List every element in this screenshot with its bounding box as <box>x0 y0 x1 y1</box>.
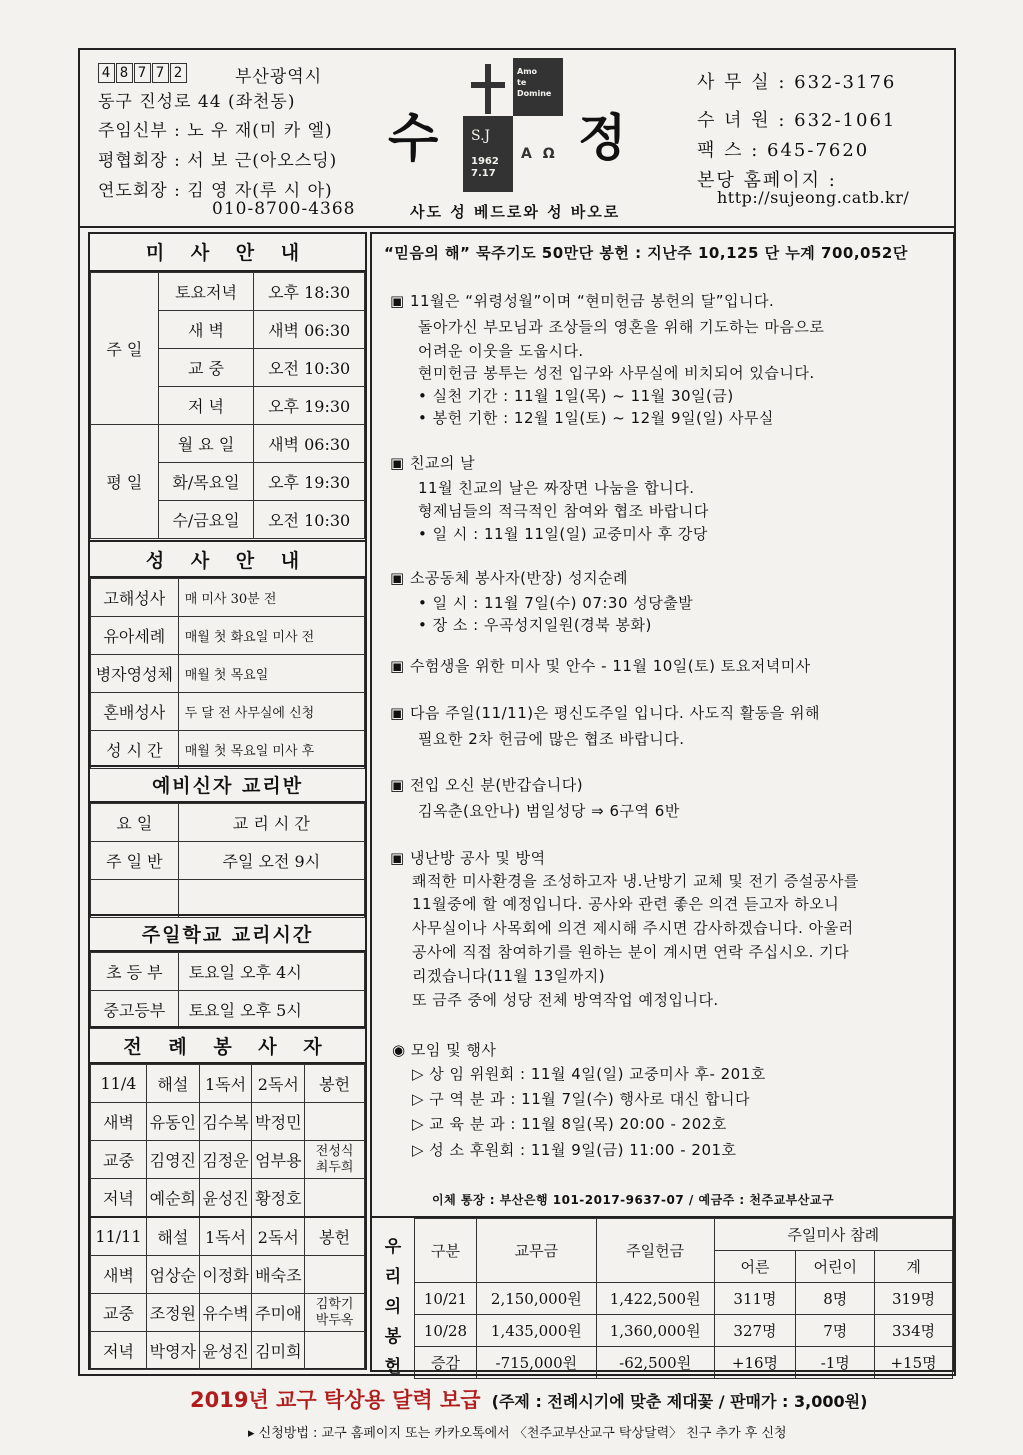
school-grade: 중고등부 <box>91 991 179 1029</box>
table-row <box>91 579 365 617</box>
notice-line: 현미헌금 봉투는 성전 입구와 사무실에 비치되어 있습니다. <box>418 364 815 382</box>
column-header: 주일헌금 <box>596 1219 714 1283</box>
table-row <box>91 991 365 1029</box>
postal-digit: 4 <box>98 63 115 83</box>
offering-table <box>414 1218 953 1379</box>
table-cell: 2,150,000원 <box>476 1283 596 1315</box>
table-cell: 327명 <box>714 1315 796 1347</box>
notice-title: ▣ 다음 주일(11/11)은 평신도주일 입니다. 사도직 활동을 위해 <box>390 704 821 722</box>
logo-right-char: 정 <box>578 108 627 167</box>
sacrament-title: 성 사 안 내 <box>90 540 365 578</box>
mass-name: 화/목요일 <box>158 463 254 501</box>
table-cell: 10/28 <box>415 1315 477 1347</box>
table-cell: +16명 <box>714 1347 796 1379</box>
table-cell: 김정운 <box>199 1141 252 1179</box>
sacrament-desc: 매월 첫 목요일 <box>178 655 364 693</box>
table-row <box>91 1294 365 1332</box>
school-time: 토요일 오후 4시 <box>178 953 364 991</box>
notice-title: ▣ 소공동체 봉사자(반장) 성지순례 <box>390 569 629 587</box>
notice-line: 리겠습니다(11월 13일까지) <box>412 967 606 985</box>
notice-line: ▷ 성 소 후원회 : 11월 9일(금) 11:00 - 201호 <box>412 1141 737 1159</box>
table-row <box>91 1332 365 1370</box>
sacrament-name: 유아세례 <box>91 617 179 655</box>
table-row <box>91 1141 365 1179</box>
notice-line: 11월 친교의 날은 짜장면 나눔을 합니다. <box>418 479 695 497</box>
parish-logo <box>388 58 648 198</box>
table-cell: 엄상순 <box>146 1256 199 1294</box>
mass-time: 오후 18:30 <box>254 273 365 311</box>
table-cell: 8명 <box>796 1283 875 1315</box>
rosary-campaign: “믿음의 해” 묵주기도 50만단 봉헌 : 지난주 10,125 단 누계 700,052단 <box>384 244 908 262</box>
table-row <box>415 1315 953 1347</box>
legion-president: 연도회장 : 김 영 자(루 시 아) <box>98 181 333 201</box>
column-header: 어린이 <box>796 1251 875 1283</box>
column-header: 어른 <box>714 1251 796 1283</box>
table-cell: -1명 <box>796 1347 875 1379</box>
mass-time: 오후 19:30 <box>254 463 365 501</box>
table-row <box>91 1256 365 1294</box>
table-cell: 주미애 <box>252 1294 305 1332</box>
homepage-label: 본당 홈페이지 : <box>697 170 837 191</box>
table-row <box>91 842 365 880</box>
offering-side-label: 우리의 봉헌 <box>384 1237 402 1377</box>
header <box>78 48 956 228</box>
postal-digit: 7 <box>134 63 151 83</box>
notice-title: ▣ 냉난방 공사 및 방역 <box>390 849 546 867</box>
column-header: 2독서 <box>252 1217 305 1256</box>
table-row <box>91 617 365 655</box>
table-cell: 저녁 <box>91 1179 147 1218</box>
mass-time: 새벽 06:30 <box>254 425 365 463</box>
table-row <box>415 1347 953 1379</box>
postal-digit: 8 <box>116 63 133 83</box>
table-cell: 윤성진 <box>199 1179 252 1218</box>
school-time: 토요일 오후 5시 <box>178 991 364 1029</box>
table-cell: 7명 <box>796 1315 875 1347</box>
table-cell: -62,500원 <box>596 1347 714 1379</box>
notice-title: ▣ 친교의 날 <box>390 454 476 472</box>
right-column <box>370 232 955 1377</box>
ministers-title: 전 례 봉 사 자 <box>90 1026 365 1064</box>
catechumen-table <box>90 803 365 918</box>
table-cell: 교중 <box>91 1294 147 1332</box>
postal-digit: 7 <box>152 63 169 83</box>
table-cell: 334명 <box>875 1315 953 1347</box>
column-header: 교 리 시 간 <box>178 804 364 842</box>
mass-name: 저 녁 <box>158 387 254 425</box>
pastor: 주임신부 : 노 우 재(미 카 엘) <box>98 121 333 141</box>
column-header: 주일미사 참례 <box>714 1219 952 1251</box>
office-phone: 사 무 실 : 632-3176 <box>697 72 897 93</box>
mass-name: 토요저녁 <box>158 273 254 311</box>
calendar-detail: (주제 : 전례시기에 맞춘 제대꽃 / 판매가 : 3,000원) <box>491 1392 868 1411</box>
notice-line: 필요한 2차 헌금에 많은 협조 바랍니다. <box>418 730 685 748</box>
sunday-label: 주 일 <box>91 273 159 425</box>
column-header: 봉헌 <box>305 1217 365 1256</box>
column-header: 11/11 <box>91 1217 147 1256</box>
mobile-phone: 010-8700-4368 <box>212 199 356 219</box>
school-grade: 초 등 부 <box>91 953 179 991</box>
table-row <box>91 693 365 731</box>
table-cell: 김학기 박두옥 <box>305 1294 365 1332</box>
logo-left-char: 수 <box>388 108 439 169</box>
table-cell: 교중 <box>91 1141 147 1179</box>
table-cell: 이정화 <box>199 1256 252 1294</box>
table-cell: 증감 <box>415 1347 477 1379</box>
sacrament-name: 고해성사 <box>91 579 179 617</box>
column-header: 구분 <box>415 1219 477 1283</box>
column-header: 요 일 <box>91 804 179 842</box>
mass-time: 새벽 06:30 <box>254 311 365 349</box>
class-day: 주 일 반 <box>91 842 179 880</box>
sacrament-desc: 두 달 전 사무실에 신청 <box>178 693 364 731</box>
notice-line: • 장 소 : 우곡성지일원(경북 봉화) <box>418 616 652 634</box>
address: 동구 진성로 44 (좌천동) <box>98 92 296 112</box>
notice-line: • 일 시 : 11월 7일(수) 07:30 성당출발 <box>418 594 694 612</box>
table-cell: 새벽 <box>91 1256 147 1294</box>
offering-section <box>372 1216 953 1377</box>
table-cell: 박영자 <box>146 1332 199 1370</box>
table-row <box>91 731 365 769</box>
mass-time: 오전 10:30 <box>254 349 365 387</box>
weekday-label: 평 일 <box>91 425 159 539</box>
postal-code <box>98 62 188 83</box>
table-cell: 저녁 <box>91 1332 147 1370</box>
table-cell: 1,435,000원 <box>476 1315 596 1347</box>
table-row <box>91 880 365 918</box>
calendar-apply-info: ▸ 신청방법 : 교구 홈페이지 또는 카카오톡에서 〈천주교부산교구 탁상달력〉 친구 추가 후 신청 <box>248 1426 787 1441</box>
table-row <box>91 1217 365 1256</box>
notice-line: 김옥춘(요안나) 범일성당 ⇒ 6구역 6반 <box>418 802 680 820</box>
mass-name: 월 요 일 <box>158 425 254 463</box>
sacrament-desc: 매월 첫 화요일 미사 전 <box>178 617 364 655</box>
mass-schedule-table <box>90 272 365 539</box>
notice-line: 돌아가신 부모님과 조상들의 영혼을 위해 기도하는 마음으로 <box>418 318 825 336</box>
notice-line: ▷ 상 임 위원회 : 11월 4일(일) 교중미사 후- 201호 <box>412 1065 766 1083</box>
sacrament-name: 혼배성사 <box>91 693 179 731</box>
notice-line: ▷ 구 역 분 과 : 11월 7일(수) 행사로 대신 합니다 <box>412 1090 750 1108</box>
table-cell: +15명 <box>875 1347 953 1379</box>
class-time: 주일 오전 9시 <box>178 842 364 880</box>
column-header: 교무금 <box>476 1219 596 1283</box>
column-header: 1독서 <box>199 1065 252 1103</box>
table-cell <box>305 1179 365 1218</box>
patron-saints: 사도 성 베드로와 성 바오로 <box>410 203 621 221</box>
sacrament-desc: 매월 첫 목요일 미사 후 <box>178 731 364 769</box>
ministers-table <box>90 1064 365 1370</box>
notice-line: 공사에 직접 참여하기를 원하는 분이 계시면 연락 주십시오. 기다 <box>412 943 850 961</box>
table-cell: 김미희 <box>252 1332 305 1370</box>
mass-name: 수/금요일 <box>158 501 254 539</box>
table-row <box>91 273 365 311</box>
notice-line: 또 금주 중에 성당 전체 방역작업 예정입니다. <box>412 991 719 1009</box>
table-cell: 새벽 <box>91 1103 147 1141</box>
table-cell: 예순희 <box>146 1179 199 1218</box>
table-cell: -715,000원 <box>476 1347 596 1379</box>
column-header: 11/4 <box>91 1065 147 1103</box>
table-cell: 황정호 <box>252 1179 305 1218</box>
notice-line: • 일 시 : 11월 11일(일) 교중미사 후 강당 <box>418 525 708 543</box>
calendar-title: 2019년 교구 탁상용 달력 보급 <box>190 1388 481 1412</box>
table-row <box>91 953 365 991</box>
notice-line: 11월중에 할 예정입니다. 공사와 관련 좋은 의견 듣고자 하오니 <box>412 895 840 913</box>
notice-line: 어려운 이웃을 도웁시다. <box>418 342 584 360</box>
notice-title: ▣ 수험생을 위한 미사 및 안수 - 11월 10일(토) 토요저녁미사 <box>390 657 811 675</box>
logo-date: 1962 7.17 <box>471 156 499 179</box>
table-row <box>91 655 365 693</box>
catechumen-title: 예비신자 교리반 <box>90 765 365 803</box>
mass-title: 미 사 안 내 <box>90 234 365 272</box>
notice-line: ▷ 교 육 분 과 : 11월 8일(목) 20:00 - 202호 <box>412 1115 727 1133</box>
logo-alpha-omega: A Ω <box>521 146 558 162</box>
table-cell: 311명 <box>714 1283 796 1315</box>
column-header: 계 <box>875 1251 953 1283</box>
table-cell: 김영진 <box>146 1141 199 1179</box>
column-header: 해설 <box>146 1065 199 1103</box>
table-row <box>91 1103 365 1141</box>
notice-title: ▣ 전입 오신 분(반갑습니다) <box>390 776 584 794</box>
notice-line: 쾌적한 미사환경을 조성하고자 냉.난방기 교체 및 전기 증설공사를 <box>412 872 859 890</box>
table-row <box>415 1219 953 1251</box>
sunday-school-table <box>90 952 365 1029</box>
mass-time: 오전 10:30 <box>254 501 365 539</box>
notice-line: • 봉헌 기한 : 12월 1일(토) ~ 12월 9일(일) 사무실 <box>418 409 774 427</box>
table-cell <box>305 1103 365 1141</box>
empty-cell <box>91 880 179 918</box>
column-header: 1독서 <box>199 1217 252 1256</box>
logo-motto: Amo te Domine <box>517 67 552 98</box>
table-cell: 엄부용 <box>252 1141 305 1179</box>
table-cell: 10/21 <box>415 1283 477 1315</box>
left-column <box>88 232 367 1370</box>
table-cell <box>305 1332 365 1370</box>
table-cell: 전성식 최두희 <box>305 1141 365 1179</box>
sacrament-name: 병자영성체 <box>91 655 179 693</box>
homepage-link[interactable]: http://sujeong.catb.kr/ <box>717 188 910 207</box>
column-header: 해설 <box>146 1217 199 1256</box>
table-cell: 박정민 <box>252 1103 305 1141</box>
table-cell: 윤성진 <box>199 1332 252 1370</box>
table-cell: 1,360,000원 <box>596 1315 714 1347</box>
table-row <box>91 1065 365 1103</box>
mass-time: 오후 19:30 <box>254 387 365 425</box>
notice-line: 형제님들의 적극적인 참여와 협조 바랍니다 <box>418 502 709 520</box>
notice-title: ◉ 모임 및 행사 <box>392 1041 497 1059</box>
sacrament-table <box>90 578 365 769</box>
notice-line: • 실천 기간 : 11월 1일(목) ~ 11월 30일(금) <box>418 387 734 405</box>
table-row <box>91 425 365 463</box>
column-header: 봉헌 <box>305 1065 365 1103</box>
convent-phone: 수 녀 원 : 632-1061 <box>697 110 897 131</box>
table-cell: 유동인 <box>146 1103 199 1141</box>
postal-digit: 2 <box>170 63 187 83</box>
table-row <box>91 1179 365 1218</box>
bank-account: 이체 통장 : 부산은행 101-2017-9637-07 / 예금주 : 천주교부산교구 <box>432 1193 835 1207</box>
table-row <box>415 1283 953 1315</box>
fax-number: 팩 스 : 645-7620 <box>697 140 870 161</box>
city: 부산광역시 <box>235 67 323 87</box>
logo-initials: S.J <box>471 128 491 144</box>
notice-title: ▣ 11월은 “위령성월”이며 “현미헌금 봉헌의 달”입니다. <box>390 292 775 310</box>
table-cell: 1,422,500원 <box>596 1283 714 1315</box>
table-cell: 유수벽 <box>199 1294 252 1332</box>
table-cell: 319명 <box>875 1283 953 1315</box>
table-cell: 조정원 <box>146 1294 199 1332</box>
empty-cell <box>178 880 364 918</box>
calendar-banner <box>190 1384 867 1414</box>
table-cell: 배숙조 <box>252 1256 305 1294</box>
column-header: 2독서 <box>252 1065 305 1103</box>
sacrament-name: 성 시 간 <box>91 731 179 769</box>
mass-name: 교 중 <box>158 349 254 387</box>
notice-line: 사무실이나 사목회에 의견 제시해 주시면 감사하겠습니다. 아울러 <box>412 919 854 937</box>
mass-name: 새 벽 <box>158 311 254 349</box>
table-cell: 김수복 <box>199 1103 252 1141</box>
table-row <box>91 804 365 842</box>
sunday-school-title: 주일학교 교리시간 <box>90 914 365 952</box>
sacrament-desc: 매 미사 30분 전 <box>178 579 364 617</box>
logo-emblem <box>463 58 563 192</box>
table-cell <box>305 1256 365 1294</box>
council-president: 평협회장 : 서 보 근(아오스딩) <box>98 151 338 171</box>
